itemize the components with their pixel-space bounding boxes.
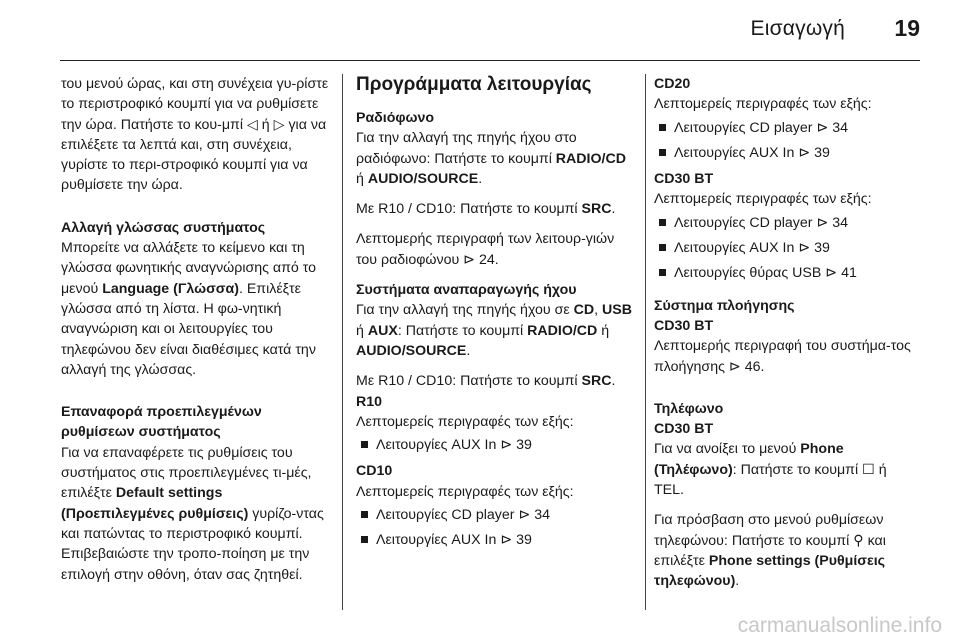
column-divider-2 — [645, 74, 646, 610]
list-item[interactable]: Λειτουργίες CD player ⊳ 34 — [654, 118, 916, 138]
programs-heading: Προγράμματα λειτουργίας — [356, 74, 592, 95]
list-item[interactable]: Λειτουργίες AUX In ⊳ 39 — [356, 530, 634, 550]
phone-paragraph: Για να ανοίξει το μενού Phone (Τηλέφωνο): Πατήστε το κουμπί ☐ ή TEL. — [654, 441, 887, 499]
cd10-desc: Λεπτομερείς περιγραφές των εξής: — [356, 483, 574, 500]
column-2 — [356, 74, 634, 557]
cd20-heading: CD20 — [654, 76, 691, 92]
players-r10-paragraph: Με R10 / CD10: Πατήστε το κουμπί SRC. — [356, 373, 616, 390]
list-item[interactable]: Λειτουργίες CD player ⊳ 34 — [654, 213, 916, 233]
cd30bt-desc: Λεπτομερείς περιγραφές των εξής: — [654, 191, 872, 208]
phone-settings-label: Phone settings (Ρυθμίσεις τηλεφώνου) — [654, 552, 886, 590]
list-item[interactable]: Λειτουργίες AUX In ⊳ 39 — [654, 238, 916, 258]
header-rule — [60, 60, 920, 61]
r10-desc: Λεπτομερείς περιγραφές των εξής: — [356, 413, 574, 430]
intro-paragraph: του μενού ώρας, και στη συνέχεια γυ-ρίστε το περιστροφικό κουμπί για να ρυθμίσετε την ώρα. Πατήστε το κου-μπί ◁ ή ▷ για να επιλέξετε τα λεπτά και, στη συνέχεια, γυρίστε το περι-στροφικό κουμπί για να ρυθμίσετε την ώρα. — [61, 76, 329, 194]
r10-heading: R10 — [356, 393, 383, 410]
cd30bt-list — [654, 213, 916, 284]
radio-heading: Ραδιόφωνο — [356, 110, 435, 126]
column-3 — [654, 74, 916, 602]
phone-menu-label: Phone (Τηλέφωνο) — [654, 441, 844, 478]
watermark: carmanualsonline.info — [737, 614, 942, 637]
r10-list — [356, 435, 634, 455]
nav-paragraph: Λεπτομερής περιγραφή του συστήμα-τος πλοήγησης ⊳ 46. — [654, 338, 911, 375]
radio-paragraph: Για την αλλαγή της πηγής ήχου στο ραδιόφωνο: Πατήστε το κουμπί RADIO/CD ή AUDIO/SOURCE. — [356, 130, 626, 187]
phone-heading: Τηλέφωνο — [654, 400, 724, 417]
list-item[interactable]: Λειτουργίες θύρας USB ⊳ 41 — [654, 263, 916, 283]
cd30bt-heading: CD30 BT — [654, 171, 714, 188]
cd10-list — [356, 505, 634, 551]
radio-page-ref[interactable]: ⊳ 24. — [463, 251, 499, 268]
reset-menu-label: Default settings (Προεπιλεγμένες ρυθμίσεις) — [61, 485, 249, 522]
phone-cd30-heading: CD30 BT — [654, 421, 714, 438]
language-heading: Αλλαγή γλώσσας συστήματος — [61, 219, 266, 236]
language-menu-label: Language (Γλώσσα) — [102, 280, 239, 297]
nav-cd30-heading: CD30 BT — [654, 317, 714, 334]
page-number: 19 — [894, 15, 920, 41]
radio-detail-paragraph: Λεπτομερής περιγραφή των λειτουρ-γιών του ραδιοφώνου ⊳ 24. — [356, 231, 615, 268]
list-item[interactable]: Λειτουργίες CD player ⊳ 34 — [356, 505, 634, 525]
nav-heading: Σύστημα πλοήγησης — [654, 297, 795, 314]
reset-paragraph: Για να επαναφέρετε τις ρυθμίσεις του συστήματος στις προεπιλεγμένες τι-μές, επιλέξτε Default settings (Προεπιλεγμένες ρυθμίσεις) γυρίζο-ντας και πατώντας το περιστροφικό κουμπί. Επιβεβαιώστε την τροπο-ποίηση με την επιλογή στην οθόνη, όταν σας ζητηθεί. — [61, 444, 324, 583]
reset-heading: Επαναφορά προεπιλεγμένων ρυθμίσεων συστήματος — [61, 404, 262, 441]
nav-page-ref[interactable]: ⊳ 46. — [728, 358, 765, 375]
cd20-list — [654, 118, 916, 164]
cd20-desc: Λεπτομερείς περιγραφές των εξής: — [654, 96, 872, 113]
list-item[interactable]: Λειτουργίες AUX In ⊳ 39 — [654, 143, 916, 163]
radio-r10-paragraph: Με R10 / CD10: Πατήστε το κουμπί SRC. — [356, 201, 616, 218]
phone-settings-paragraph: Για πρόσβαση στο μενού ρυθμίσεων τηλεφώνου: Πατήστε το κουμπί ⚲ και επιλέξτε Phone settings (Ρυθμίσεις τηλεφώνου). — [654, 512, 886, 590]
players-paragraph: Για την αλλαγή της πηγής ήχου σε CD, USB ή AUX: Πατήστε το κουμπί RADIO/CD ή AUDIO/SOURCE. — [356, 302, 632, 359]
column-1 — [61, 74, 329, 595]
list-item[interactable]: Λειτουργίες AUX In ⊳ 39 — [356, 435, 634, 455]
players-heading: Συστήματα αναπαραγωγής ήχου — [356, 282, 577, 299]
page-header — [0, 0, 960, 58]
cd10-heading: CD10 — [356, 463, 393, 480]
page-title: Εισαγωγή — [750, 17, 845, 40]
language-paragraph: Μπορείτε να αλλάξετε το κείμενο και τη γλώσσα φωνητικής αναγνώρισης από το μενού Language (Γλώσσα). Επιλέξτε γλώσσα από τη λίστα. Η φω-νητική αναγνώριση και οι λειτουργίες του τηλεφώνου δεν είναι διαθέσιμες κατά την αλλαγή της γλώσσας. — [61, 240, 317, 378]
column-divider-1 — [342, 74, 343, 610]
